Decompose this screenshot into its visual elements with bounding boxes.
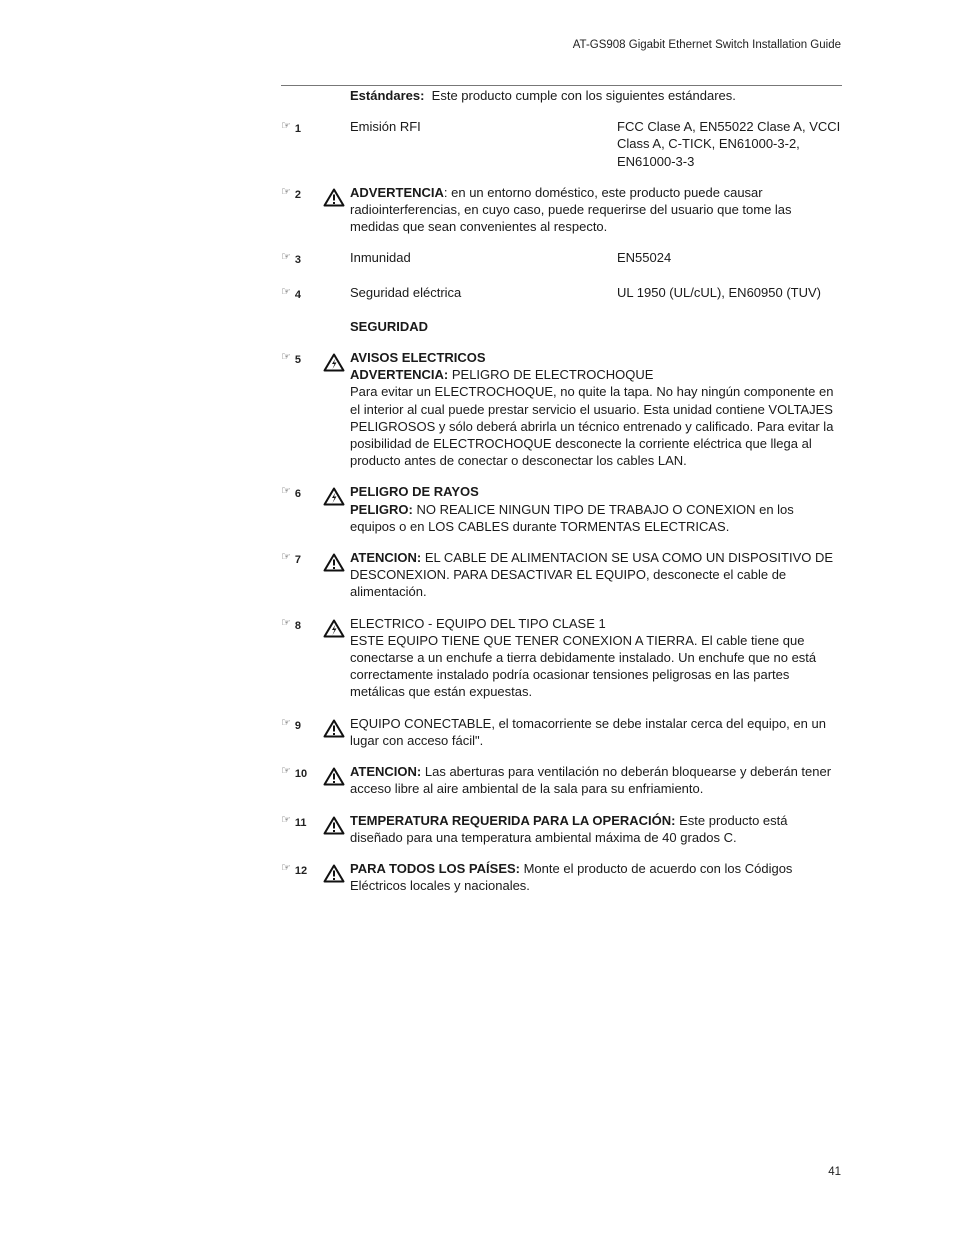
warning-icon (323, 767, 345, 786)
item-bold-label: PARA TODOS LOS PAÍSES: (350, 860, 520, 876)
document-body (281, 87, 842, 894)
item-bold-label: ATENCION: (350, 550, 422, 566)
item-text: PELIGRO DE ELECTROCHOQUE (448, 367, 654, 383)
hand-pointer-icon: ☞ (281, 485, 291, 498)
list-item (281, 284, 842, 304)
hand-pointer-icon: ☞ (281, 351, 291, 364)
electric-shock-icon (323, 487, 345, 506)
item-text: Monte el producto de acuerdo con los Códigos Eléctricos locales y nacionales. (350, 860, 793, 894)
intro-label: Estándares: (350, 88, 425, 103)
item-number: 11 (294, 816, 307, 829)
list-item (281, 349, 842, 469)
item-bold-label: ADVERTENCIA (350, 184, 444, 200)
item-label: Emisión RFI (350, 119, 421, 135)
item-value: FCC Clase A, EN55022 Clase A, VCCI Class A, C-TICK, EN61000-3-2, EN61000-3-3 (617, 119, 841, 169)
item-label: Inmunidad (350, 250, 411, 266)
warning-icon (323, 816, 345, 835)
hand-pointer-icon: ☞ (281, 861, 291, 874)
item-title: ELECTRICO - EQUIPO DEL TIPO CLASE 1 (350, 615, 606, 631)
hand-pointer-icon: ☞ (281, 765, 291, 778)
warning-icon (323, 864, 345, 883)
item-label: Seguridad eléctrica (350, 284, 462, 300)
item-text: : en un entorno doméstico, este producto puede causar radiointerferencias, en cuyo caso, puede requerirse del usuario que tome las medidas que sean convenientes al respecto. (350, 184, 792, 235)
list-item (281, 549, 842, 601)
electric-shock-icon (323, 353, 345, 372)
list-item (281, 812, 842, 846)
warning-icon (323, 719, 345, 738)
item-title: PELIGRO DE RAYOS (350, 484, 479, 500)
item-number: 8 (294, 619, 301, 632)
item-text: Las aberturas para ventilación no deberán bloquearse y deberán tener acceso libre al aire ambiental de la sala para su enfriamiento. (350, 764, 832, 797)
warning-icon (323, 188, 345, 207)
hand-pointer-icon: ☞ (281, 813, 291, 826)
hand-pointer-icon: ☞ (281, 716, 291, 729)
running-header: AT-GS908 Gigabit Ethernet Switch Installation Guide (572, 39, 841, 51)
item-bold-label: PELIGRO: (350, 501, 413, 517)
standards-intro (281, 87, 842, 104)
list-item (281, 184, 842, 236)
item-number: 6 (294, 488, 301, 501)
item-number: 4 (294, 288, 301, 301)
hand-pointer-icon: ☞ (281, 551, 291, 564)
item-number: 1 (294, 123, 301, 136)
item-bold-label: TEMPERATURA REQUERIDA PARA LA OPERACIÓN: (350, 812, 676, 828)
item-text: NO REALICE NINGUN TIPO DE TRABAJO O CONEXION en los equipos o en LOS CABLES durante TORMENTAS ELECTRICAS. (350, 501, 794, 534)
item-text: ESTE EQUIPO TIENE QUE TENER CONEXION A TIERRA. El cable tiene que conectarse a un enchufe a tierra debidamente instalado. Un enchufe que no está correctamente instalado podría ocasionar tensiones peligrosas en las partes metálicas que están expuestas. (350, 632, 817, 700)
item-text: Este producto está diseñado para una temperatura ambiental máxima de 40 grados C. (350, 812, 788, 845)
hand-pointer-icon: ☞ (281, 285, 291, 298)
list-item (281, 763, 842, 797)
item-number: 7 (294, 554, 301, 567)
list-item (281, 615, 842, 701)
hand-pointer-icon: ☞ (281, 251, 291, 264)
item-bold-label: ATENCION: (350, 764, 422, 780)
section-heading-text: SEGURIDAD (350, 318, 429, 334)
item-text: Para evitar un ELECTROCHOQUE, no quite la tapa. No hay ningún componente en el interior al cual puede prestar servicio el usuario. Esta unidad contiene VOLTAJES PELIGROSOS y sólo deberá abrirla un técnico entrenado y calificado. Para evitar la posibilidad de ELECTROCHOQUE desconecte la corriente eléctrica que llega al producto antes de conectar o desconectar los cables LAN. (350, 384, 834, 469)
hand-pointer-icon: ☞ (281, 616, 291, 629)
item-number: 9 (294, 719, 301, 732)
item-bold-label: ADVERTENCIA: (350, 367, 449, 383)
item-number: 3 (294, 254, 301, 267)
item-text: EL CABLE DE ALIMENTACION SE USA COMO UN DISPOSITIVO DE DESCONEXION. PARA DESACTIVAR EL EQUIPO, desconecte el cable de alimentación. (350, 550, 834, 600)
item-number: 5 (294, 354, 301, 367)
electric-shock-icon (323, 619, 345, 638)
list-item (281, 715, 842, 749)
list-item (281, 118, 842, 170)
item-value: UL 1950 (UL/cUL), EN60950 (TUV) (617, 284, 821, 300)
section-heading (281, 318, 842, 335)
item-title: AVISOS ELECTRICOS (350, 350, 486, 366)
item-value: EN55024 (617, 250, 672, 266)
header-rule (281, 85, 842, 86)
list-item (281, 860, 842, 894)
warning-icon (323, 553, 345, 572)
item-number: 10 (294, 768, 308, 781)
intro-text: Este producto cumple con los siguientes estándares. (431, 88, 736, 103)
item-number: 12 (294, 864, 308, 877)
list-item (281, 249, 842, 269)
page-number: 41 (828, 1166, 841, 1178)
hand-pointer-icon: ☞ (281, 185, 291, 198)
item-text: EQUIPO CONECTABLE, el tomacorriente se debe instalar cerca del equipo, en un lugar con acceso fácil". (350, 715, 826, 748)
list-item (281, 483, 842, 535)
item-number: 2 (294, 188, 301, 201)
hand-pointer-icon: ☞ (281, 120, 291, 133)
